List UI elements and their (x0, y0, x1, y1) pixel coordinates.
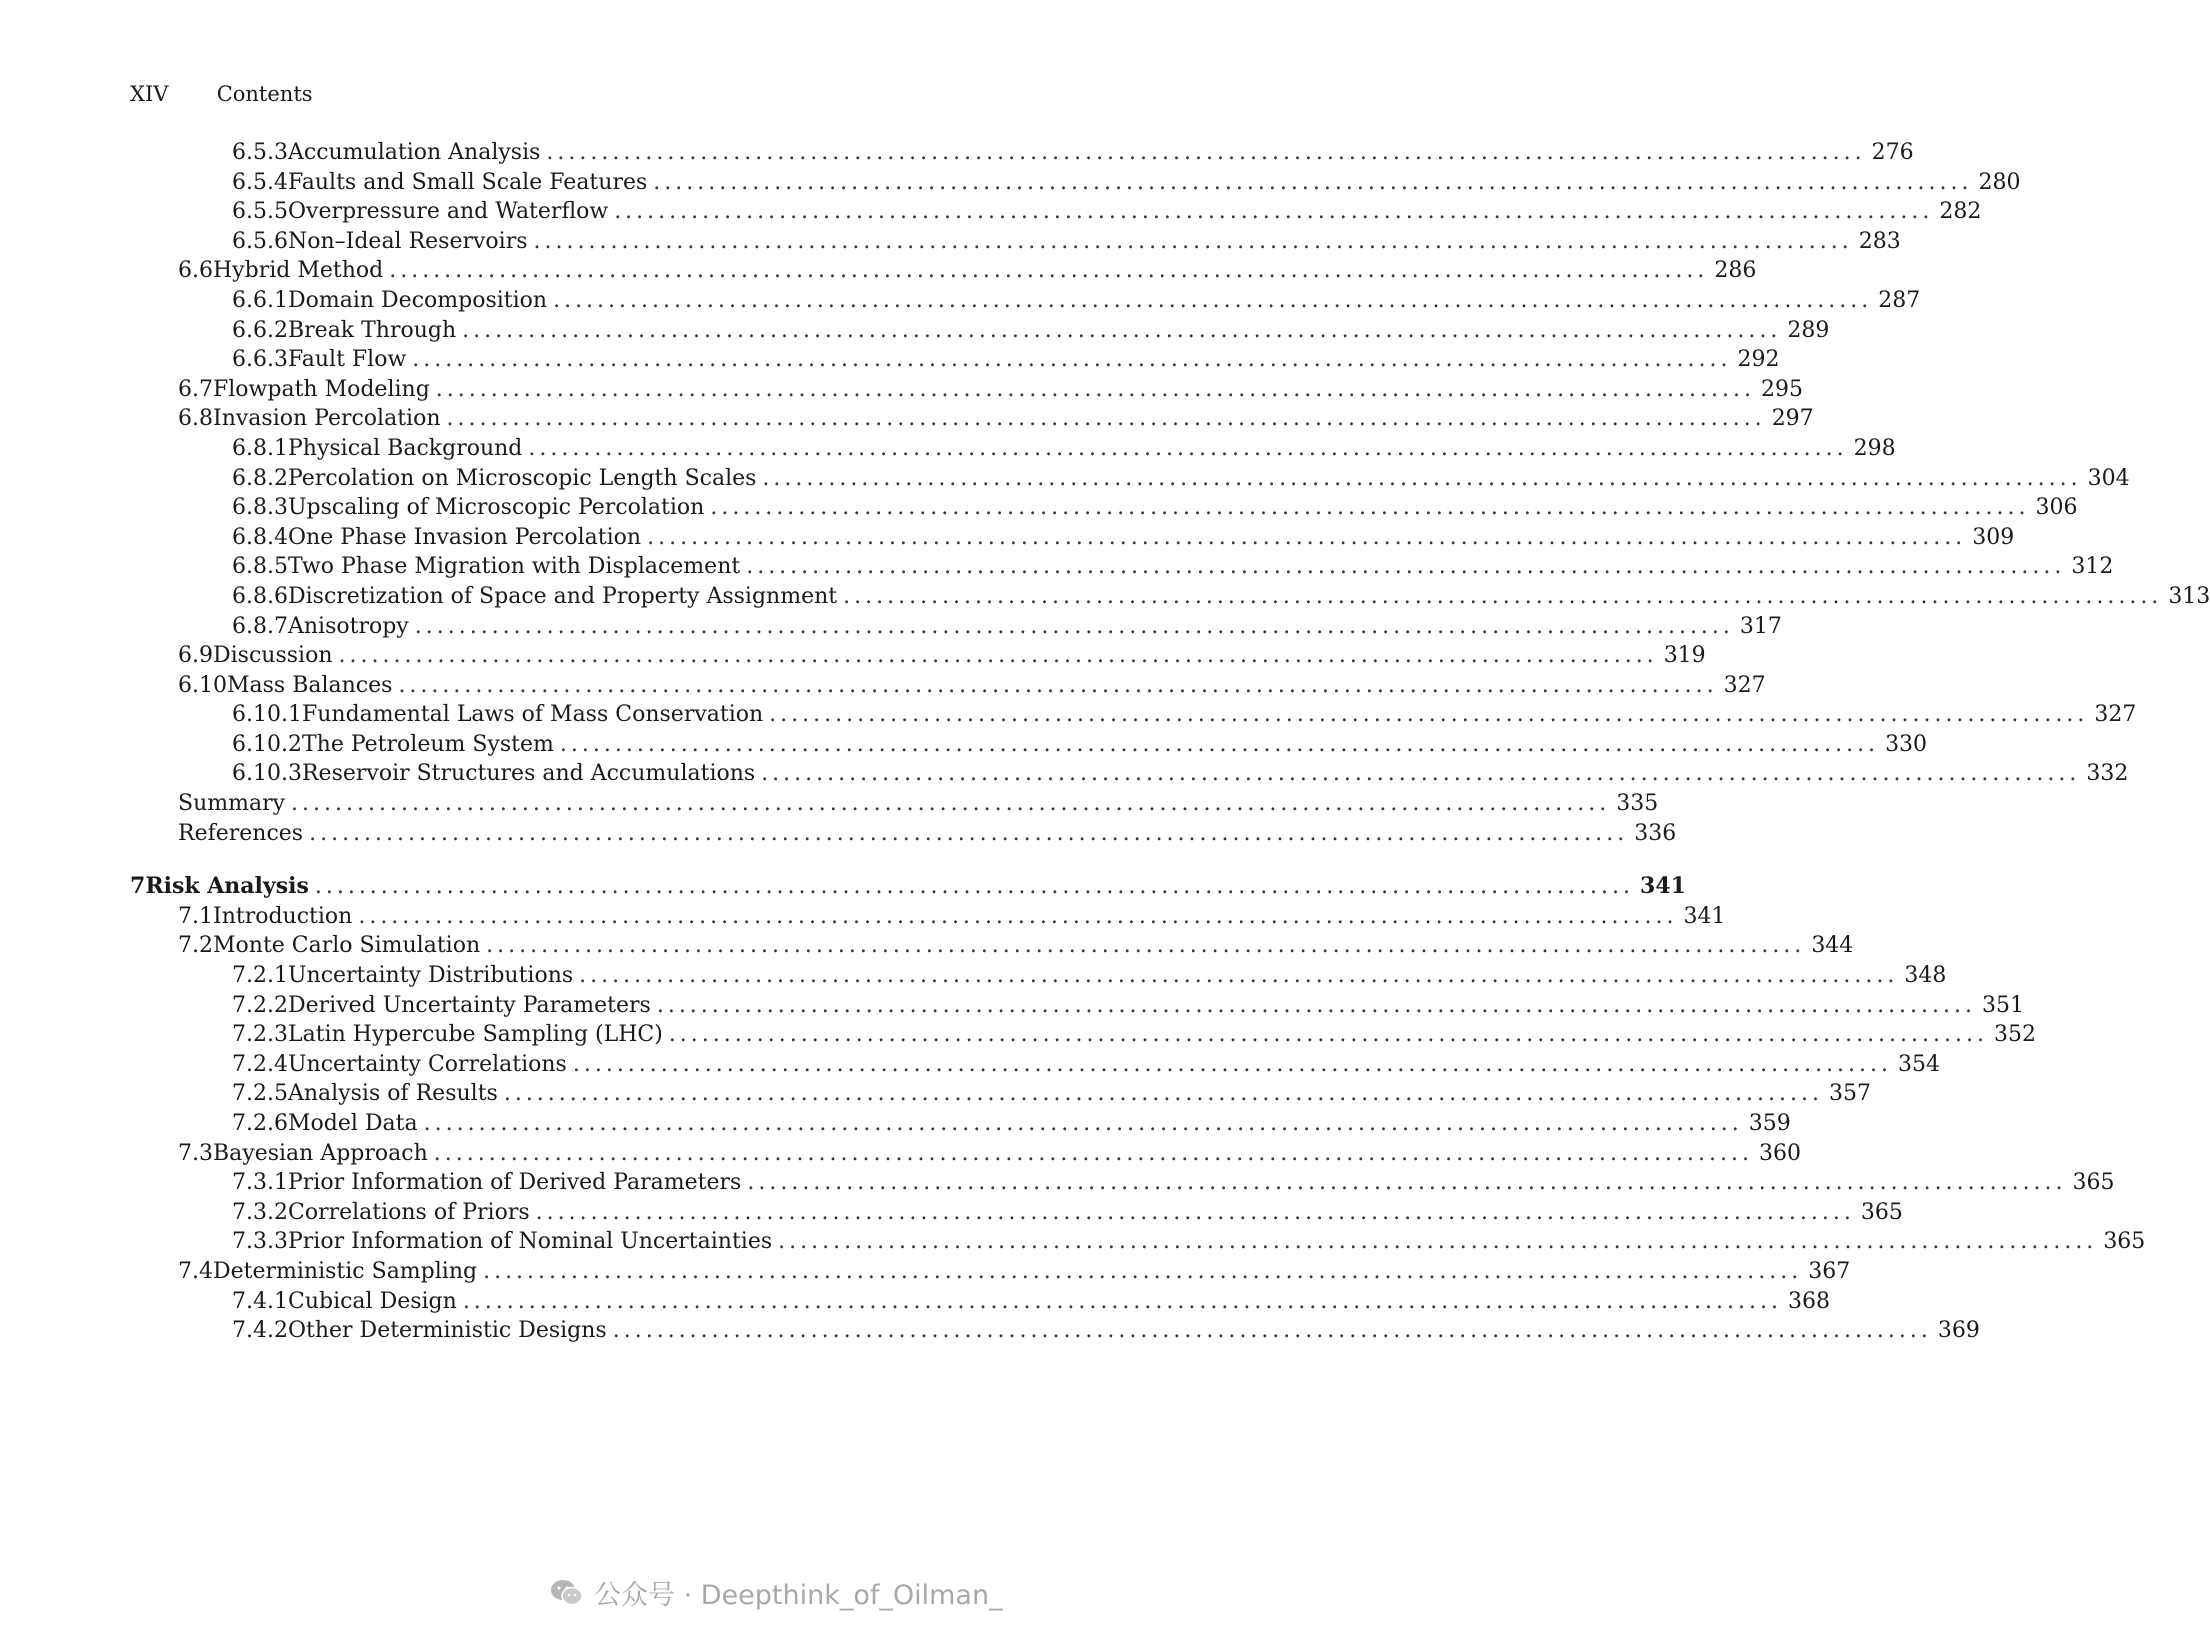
toc-entry-number: 6.5.6 (232, 228, 288, 254)
toc-entry-title: Mass Balances (226, 672, 393, 698)
toc-entry-row (130, 404, 1814, 434)
toc-leader-dots: ........................................................................................................................ (291, 791, 1611, 817)
toc-entry-title: References (178, 820, 304, 846)
toc-entry-page: 304 (2087, 465, 2130, 491)
toc-entry-number: 6.10.3 (232, 761, 302, 787)
toc-entry-page: 354 (1898, 1051, 1941, 1077)
toc-entry-title: Uncertainty Correlations (287, 1051, 567, 1077)
toc-entry-row (130, 902, 1726, 932)
toc-leader-dots: ........................................................................................................................ (462, 1288, 1782, 1314)
toc-entry-number: 6.9 (178, 643, 213, 669)
toc-entry-number: 6.8.1 (232, 435, 288, 461)
toc-entry-number: 7.2.6 (232, 1111, 288, 1136)
toc-entry-title: Break Through (287, 317, 457, 343)
toc-leader-dots: ........................................................................................................................ (559, 731, 1880, 757)
toc-leader-dots: ........................................................................................................................ (358, 903, 1678, 929)
toc-entry-title: Other Deterministic Designs (287, 1318, 607, 1344)
toc-entry-row (130, 931, 1854, 961)
toc-entry-number: 7.3.2 (232, 1199, 288, 1225)
toc-entry-page: 289 (1787, 317, 1830, 343)
toc-entry-row (130, 168, 2021, 198)
toc-entry-row (130, 612, 1782, 642)
wechat-icon (550, 1578, 584, 1608)
toc-leader-dots: ........................................................................................................................ (338, 643, 1658, 669)
toc-entry-number: 6.8.7 (232, 613, 288, 639)
toc-entry-row (130, 700, 2137, 730)
toc-entry-title: Non–Ideal Reservoirs (287, 228, 528, 254)
toc-entry-number: 6.10 (178, 672, 227, 698)
toc-entry-page: 306 (2035, 495, 2078, 521)
toc-entry-title: Two Phase Migration with Displacement (287, 554, 741, 580)
toc-entry-page: 282 (1939, 199, 1982, 225)
toc-entry-page: 344 (1811, 933, 1854, 959)
toc-entry-title: Summary (178, 791, 286, 817)
toc-entry-page: 335 (1616, 791, 1659, 817)
toc-entry-title: Domain Decomposition (287, 287, 548, 313)
toc-entry-row (130, 256, 1757, 286)
table-of-contents (130, 138, 2210, 1346)
toc-entry-title: Discussion (213, 643, 333, 669)
toc-entry-row (130, 523, 2015, 553)
toc-entry-number: 6.8.4 (232, 524, 288, 550)
toc-entry-title: Discretization of Space and Property Assignment (287, 583, 838, 609)
toc-entry-number: 6.8 (178, 406, 213, 432)
toc-entry-row (130, 759, 2129, 789)
toc-entry-page: 348 (1904, 963, 1947, 989)
toc-leader-dots: ........................................................................................................................ (843, 583, 2163, 609)
toc-entry-number: 6.8.3 (232, 495, 288, 521)
toc-entry-row (130, 789, 1659, 819)
toc-entry-number: 6.8.6 (232, 583, 288, 609)
toc-entry-number: 7.3.3 (232, 1229, 288, 1255)
toc-entry-row (130, 286, 1921, 316)
toc-leader-dots: ........................................................................................................................ (647, 524, 1967, 550)
toc-entry-row (130, 671, 1766, 701)
toc-entry-number: 6.8.5 (232, 554, 288, 580)
toc-entry-page: 341 (1683, 903, 1726, 929)
toc-entry-row (130, 991, 2025, 1021)
toc-entry-title: Model Data (287, 1111, 418, 1136)
toc-entry-page: 276 (1871, 140, 1914, 165)
toc-leader-dots: ........................................................................................................................ (746, 554, 2066, 580)
watermark-text: 公众号 · Deepthink_of_Oilman_ (594, 1580, 1003, 1611)
toc-entry-row (130, 582, 2210, 612)
toc-entry-page: 287 (1878, 287, 1921, 313)
toc-entry-row (130, 641, 1706, 671)
toc-leader-dots: ........................................................................................................................ (462, 317, 1782, 343)
toc-entry-title: Overpressure and Waterflow (287, 199, 609, 225)
toc-leader-dots: ........................................................................................................................ (446, 406, 1766, 432)
toc-leader-dots: ........................................................................................................................ (747, 1170, 2067, 1196)
toc-entry-number: 6.6 (178, 258, 213, 284)
toc-entry-title: Prior Information of Nominal Uncertainties (287, 1229, 773, 1255)
toc-leader-dots: ........................................................................................................................ (579, 963, 1899, 989)
toc-entry-row (130, 819, 1677, 849)
toc-leader-dots: ........................................................................................................................ (546, 140, 1866, 165)
toc-entry-row (130, 1139, 1801, 1169)
toc-leader-dots: ........................................................................................................................ (710, 495, 2030, 521)
toc-entry-title: Fault Flow (287, 347, 407, 373)
toc-entry-page: 365 (2072, 1170, 2115, 1196)
toc-entry-row (130, 1168, 2115, 1198)
toc-leader-dots: ........................................................................................................................ (309, 820, 1629, 846)
toc-entry-row (130, 1316, 1980, 1346)
toc-entry-title: Deterministic Sampling (213, 1258, 478, 1284)
toc-entry-row (130, 345, 1780, 375)
toc-entry-title: Bayesian Approach (213, 1140, 428, 1166)
toc-entry-title: Physical Background (287, 435, 523, 461)
watermark (550, 1573, 1003, 1612)
toc-leader-dots: ........................................................................................................................ (762, 465, 2082, 491)
toc-leader-dots: ........................................................................................................................ (778, 1229, 2098, 1255)
toc-entry-row (130, 1020, 2036, 1050)
toc-entry-number: 6.8.2 (232, 465, 288, 491)
toc-entry-title: Introduction (213, 903, 353, 929)
toc-leader-dots: ........................................................................................................................ (435, 376, 1755, 402)
toc-entry-row (130, 197, 1982, 227)
toc-entry-page: 369 (1937, 1318, 1980, 1344)
toc-entry-page: 330 (1885, 731, 1928, 757)
toc-entry-page: 336 (1634, 820, 1677, 846)
toc-entry-number: 6.7 (178, 376, 213, 402)
toc-leader-dots: ........................................................................................................................ (433, 1140, 1753, 1166)
toc-entry-row (130, 1198, 1903, 1228)
toc-leader-dots: ........................................................................................................................ (653, 169, 1973, 195)
toc-entry-page: 317 (1739, 613, 1782, 639)
toc-entry-number: 7.2.5 (232, 1081, 288, 1107)
toc-entry-title: One Phase Invasion Percolation (287, 524, 642, 550)
toc-entry-title: Risk Analysis (145, 873, 309, 900)
toc-entry-page: 327 (2094, 702, 2137, 728)
toc-entry-number: 7.2.2 (232, 992, 288, 1018)
toc-entry-number: 6.6.2 (232, 317, 288, 343)
toc-entry-title: Flowpath Modeling (213, 376, 430, 402)
toc-entry-number: 7.4.1 (232, 1288, 288, 1314)
toc-entry-row (130, 1050, 1941, 1080)
toc-entry-title: Analysis of Results (287, 1081, 498, 1107)
toc-entry-title: Derived Uncertainty Parameters (287, 992, 651, 1018)
toc-entry-title: Invasion Percolation (213, 406, 441, 432)
toc-entry-page: 357 (1829, 1081, 1872, 1107)
toc-entry-page: 313 (2168, 583, 2210, 609)
toc-leader-dots: ........................................................................................................................ (535, 1199, 1855, 1225)
toc-leader-dots: ........................................................................................................................ (614, 199, 1934, 225)
toc-leader-dots: ........................................................................................................................ (503, 1081, 1824, 1107)
toc-entry-page: 309 (1972, 524, 2015, 550)
toc-entry-page: 365 (1860, 1199, 1903, 1225)
toc-entry-number: 6.6.3 (232, 347, 288, 373)
toc-entry-number: 7.3 (178, 1140, 213, 1166)
toc-entry-number: 7 (130, 873, 146, 900)
toc-entry-title: Prior Information of Derived Parameters (287, 1170, 742, 1196)
toc-entry-title: Upscaling of Microscopic Percolation (287, 495, 705, 521)
toc-entry-page: 351 (1982, 992, 2025, 1018)
toc-leader-dots: ........................................................................................................................ (314, 874, 1635, 900)
toc-entry-page: 352 (1994, 1022, 2036, 1048)
toc-entry-row (130, 493, 2078, 523)
toc-entry-page: 292 (1737, 347, 1780, 373)
toc-leader-dots: ........................................................................................................................ (668, 1022, 1988, 1048)
toc-leader-dots: ........................................................................................................................ (528, 435, 1848, 461)
toc-leader-dots: ........................................................................................................................ (412, 347, 1732, 373)
toc-entry-number: 6.10.1 (232, 702, 302, 728)
toc-entry-page: 327 (1723, 672, 1766, 698)
toc-entry-page: 312 (2071, 554, 2114, 580)
toc-entry-row (130, 552, 2114, 582)
toc-entry-page: 332 (2086, 761, 2129, 787)
toc-entry-row (130, 1257, 1851, 1287)
toc-entry-row (130, 375, 1803, 405)
toc-entry-title: The Petroleum System (301, 731, 554, 757)
toc-entry-page: 365 (2103, 1229, 2146, 1255)
toc-entry-title: Fundamental Laws of Mass Conservation (301, 702, 764, 728)
toc-entry-title: Anisotropy (287, 613, 409, 639)
toc-entry-number: 6.5.4 (232, 169, 288, 195)
toc-entry-page: 286 (1714, 258, 1757, 284)
toc-entry-number: 6.5.3 (232, 140, 288, 165)
toc-entry-page: 280 (1978, 169, 2021, 195)
toc-leader-dots: ........................................................................................................................ (572, 1051, 1893, 1077)
toc-entry-page: 297 (1771, 406, 1814, 432)
toc-entry-page: 319 (1663, 643, 1706, 669)
running-header (130, 82, 313, 106)
toc-entry-page: 298 (1853, 435, 1896, 461)
toc-entry-row (130, 730, 1928, 760)
toc-entry-title: Faults and Small Scale Features (287, 169, 648, 195)
toc-leader-dots: ........................................................................................................................ (612, 1318, 1932, 1344)
toc-entry-number: 7.3.1 (232, 1170, 288, 1196)
toc-entry-title: Accumulation Analysis (287, 140, 541, 165)
toc-leader-dots: ........................................................................................................................ (389, 258, 1709, 284)
toc-leader-dots: ........................................................................................................................ (398, 672, 1718, 698)
toc-entry-page: 367 (1808, 1258, 1851, 1284)
toc-entry-number: 7.1 (178, 903, 213, 929)
toc-entry-number: 6.5.5 (232, 199, 288, 225)
toc-entry-page: 360 (1758, 1140, 1801, 1166)
toc-entry-row (130, 316, 1830, 346)
toc-entry-number: 7.2.3 (232, 1022, 288, 1048)
toc-leader-dots: ........................................................................................................................ (486, 933, 1806, 959)
toc-leader-dots: ........................................................................................................................ (656, 992, 1977, 1018)
toc-entry-row (130, 464, 2130, 494)
toc-entry-row (130, 1109, 1791, 1139)
toc-leader-dots: ........................................................................................................................ (553, 287, 1873, 313)
toc-entry-title: Reservoir Structures and Accumulations (301, 761, 756, 787)
toc-leader-dots: ........................................................................................................................ (533, 228, 1853, 254)
toc-entry-number: 7.2.4 (232, 1051, 288, 1077)
toc-leader-dots: ........................................................................................................................ (483, 1258, 1803, 1284)
toc-entry-number: 7.4.2 (232, 1318, 288, 1344)
toc-entry-title: Percolation on Microscopic Length Scales (287, 465, 757, 491)
header-page-number: XIV (130, 82, 169, 106)
toc-entry-title: Cubical Design (287, 1288, 457, 1314)
toc-entry-page: 295 (1760, 376, 1803, 402)
toc-entry-title: Latin Hypercube Sampling (LHC) (287, 1022, 663, 1048)
header-title: Contents (216, 82, 313, 106)
toc-entry-page: 341 (1640, 873, 1686, 900)
toc-leader-dots: ........................................................................................................................ (761, 761, 2081, 787)
toc-entry-row (130, 1227, 2146, 1257)
toc-entry-row (130, 434, 1896, 464)
toc-entry-page: 283 (1858, 228, 1901, 254)
toc-leader-dots: ........................................................................................................................ (769, 702, 2089, 728)
toc-entry-title: Correlations of Priors (287, 1199, 530, 1225)
toc-leader-dots: ........................................................................................................................ (414, 613, 1734, 639)
toc-entry-page: 368 (1788, 1288, 1830, 1314)
toc-leader-dots: ........................................................................................................................ (423, 1111, 1743, 1136)
toc-entry-title: Uncertainty Distributions (287, 963, 574, 989)
toc-entry-number: 6.10.2 (232, 731, 302, 757)
toc-entry-row (130, 961, 1947, 991)
toc-entry-page: 359 (1748, 1111, 1791, 1136)
toc-entry-row (130, 1079, 1872, 1109)
toc-entry-number: 7.4 (178, 1258, 213, 1284)
toc-entry-row (130, 1287, 1830, 1317)
toc-entry-title: Monte Carlo Simulation (213, 933, 481, 959)
toc-entry-row (130, 138, 1914, 168)
toc-chapter-row (130, 872, 1686, 902)
toc-entry-title: Hybrid Method (213, 258, 384, 284)
toc-entry-number: 7.2.1 (232, 963, 288, 989)
toc-entry-row (130, 227, 1901, 257)
toc-entry-number: 7.2 (178, 933, 213, 959)
toc-entry-number: 6.6.1 (232, 287, 288, 313)
